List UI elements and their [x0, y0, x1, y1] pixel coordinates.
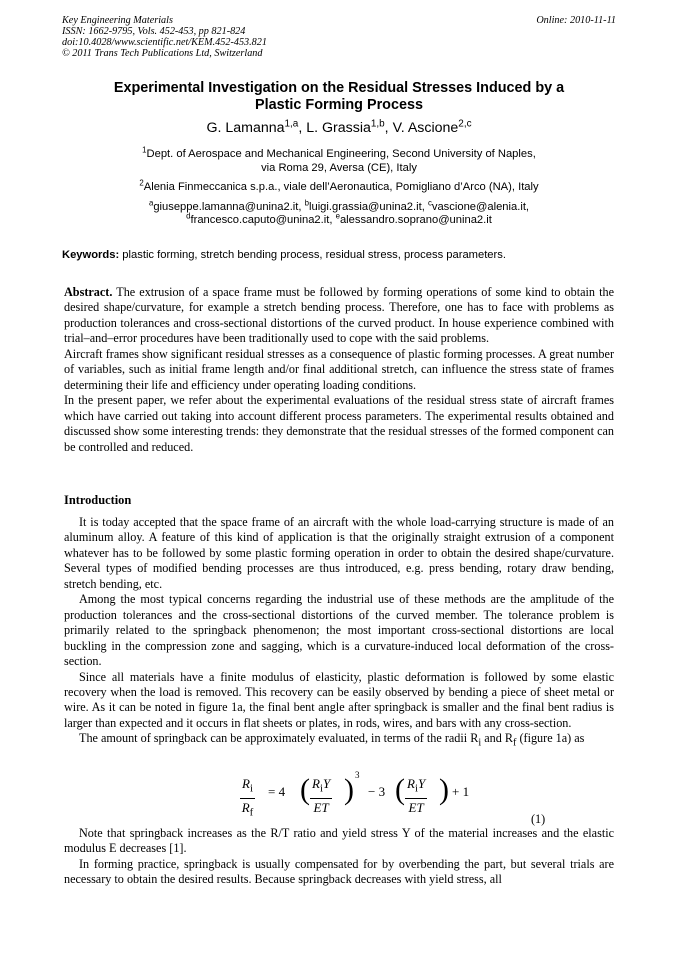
email-mark: a	[148, 198, 154, 208]
author-name: G. Lamanna	[206, 120, 285, 136]
abstract-paragraph: In the present paper, we refer about the experimental evaluations of the residual stress state of aircraft frames which have carried out taking into account different process parameters. The experimental results obtained and discussed show some interesting trends: they demonstrate that the residual stresses of the formed component can be controlled and reduced.	[64, 393, 614, 454]
email-address[interactable]: giuseppe.lamanna@unina2.it,	[153, 201, 305, 213]
email-mark: c	[427, 198, 432, 208]
equation-equals: = 4	[268, 784, 286, 799]
equation-lhs: $\frac{R_i}{R_f}$	[241, 776, 254, 819]
keywords	[62, 248, 616, 262]
equation-plus: + 1	[452, 784, 470, 799]
introduction-heading: Introduction	[64, 493, 132, 507]
affiliation-text: Alenia Finmeccanica s.p.a., viale dell’Aeronautica, Pomigliano d’Arco (NA), Italy	[143, 181, 539, 193]
keywords-label: Keywords:	[62, 249, 120, 261]
intro-paragraph: The amount of springback can be approximately evaluated, in terms of the radii $R_i$ and $R_f$ (figure 1a) as	[79, 731, 585, 749]
issn-line: ISSN: 1662-9795, Vols. 452-453, pp 821-824	[62, 26, 246, 37]
affiliation-1	[62, 147, 616, 175]
keywords-text: plastic forming, stretch bending process, residual stress, process parameters.	[119, 249, 506, 261]
affil-mark: 2	[139, 178, 144, 188]
intro-paragraph: It is today accepted that the space frame of an aircraft with the whole load-carrying structure is made of an aluminum alloy. A feature of this kind of application is that the originally straight extrusion of a component whatever has to be followed by some plastic forming operation in order to obtain the desired shape/curvature. Several types of modified bending processes are thus introduced, e.g. press bending, rotary draw bending, stretch bending, etc.	[64, 515, 614, 591]
intro-paragraph: Among the most typical concerns regarding the industrial use of these methods are the amplitude of the production tolerances and the cross-sectional distortions of the curved member. The tolerance problem is primarily related to the springback phenomenon; the most important cross-sectional distortions are local buckling in the compression zone and sagging, which is a curvature-induced local deformation of the cross-section.	[64, 592, 614, 669]
title-line-1: Experimental Investigation on the Residual Stresses Induced by a	[113, 80, 565, 96]
author-name: V. Ascione	[392, 120, 459, 136]
introduction-body	[64, 515, 614, 751]
equation-fraction-1: $R_iY$ ET	[312, 776, 331, 815]
copyright-line: © 2011 Trans Tech Publications Ltd, Switzerland	[62, 48, 263, 59]
email-list	[62, 198, 616, 227]
equation-exponent: 3	[355, 770, 360, 780]
email-address[interactable]: francesco.caputo@unina2.it,	[190, 214, 336, 226]
intro-paragraph: Note that springback increases as the R/T ratio and yield stress Y of the material increases and the elastic modulus E decreases [1].	[64, 826, 614, 856]
email-address[interactable]: alessandro.soprano@unina2.it	[339, 214, 492, 226]
author-affil-mark: 1,a	[284, 118, 299, 130]
intro-paragraph: In forming practice, springback is usually compensated for by overbending the part, but several trials are necessary to obtain the desired results. Because springback decreases with yield stress, all	[64, 856, 614, 887]
equation-fraction-2: $R_iY$ ET	[407, 776, 426, 815]
equation-minus: − 3	[368, 784, 386, 799]
online-date: Online: 2010-11-11	[536, 15, 616, 26]
abstract-paragraph: The extrusion of a space frame must be followed by forming operations of some kind to obtain the desired shape/curvature, for example a stretch bending process. Therefore, one has to face with problems as production tolerances and cross-sectional distortions of the curved product. In house experience combined with trial–and–error procedures have been traditionally used to cope with the said problems.	[64, 285, 614, 346]
affiliation-text: Dept. of Aerospace and Mechanical Engineering, Second University of Naples,	[146, 148, 536, 160]
affil-mark: 1	[142, 145, 147, 155]
author-affil-mark: 2,c	[458, 118, 472, 130]
affiliation-text: via Roma 29, Aversa (CE), Italy	[261, 162, 417, 174]
email-mark: d	[186, 211, 191, 221]
introduction-continued	[64, 826, 614, 888]
title-line-2: Plastic Forming Process	[255, 97, 423, 113]
email-mark: e	[335, 211, 340, 221]
doi-line: doi:10.4028/www.scientific.net/KEM.452-453.821	[62, 37, 267, 48]
author-name: L. Grassia	[306, 120, 371, 136]
abstract-paragraph: Aircraft frames show significant residual stresses as a consequence of plastic forming processes. A great number of variables, such as initial frame length and/or final additional stretch, can influence the stress state of frames determining their life and efficiency under operating loading conditions.	[64, 346, 614, 392]
intro-paragraph: Since all materials have a finite modulus of elasticity, plastic deformation is followed by some elastic recovery when the load is removed. This recovery can be easily observed by bending a piece of sheet metal or wire. As it can be noted in figure 1a, the final bent angle after springback is smaller and the final bent radius is larger than expected and it occurs in flat sheets or plates, in rods, wires, and bars with any cross-section.	[64, 669, 614, 730]
author-list: G. Lamanna$^{1,a}$, L. Grassia$^{1,b}$, V. Ascione$^{2,c}$	[206, 118, 472, 136]
abstract	[64, 285, 614, 455]
journal-header	[62, 15, 616, 59]
equation-number: (1)	[531, 812, 546, 826]
author-affil-mark: 1,b	[370, 118, 385, 130]
abstract-label: Abstract.	[64, 285, 113, 299]
journal-name: Key Engineering Materials	[62, 15, 173, 26]
affiliation-2	[62, 180, 616, 194]
email-mark: b	[304, 198, 309, 208]
email-address[interactable]: luigi.grassia@unina2.it,	[308, 201, 428, 213]
email-address[interactable]: vascione@alenia.it,	[431, 201, 530, 213]
paper-title	[70, 80, 608, 114]
equation-1: $\frac{R_i}{R_f}$ = 4 ( $R_iY$ ET ) 3 − 3 ( $R_iY$ ET ) + 1	[240, 770, 480, 820]
